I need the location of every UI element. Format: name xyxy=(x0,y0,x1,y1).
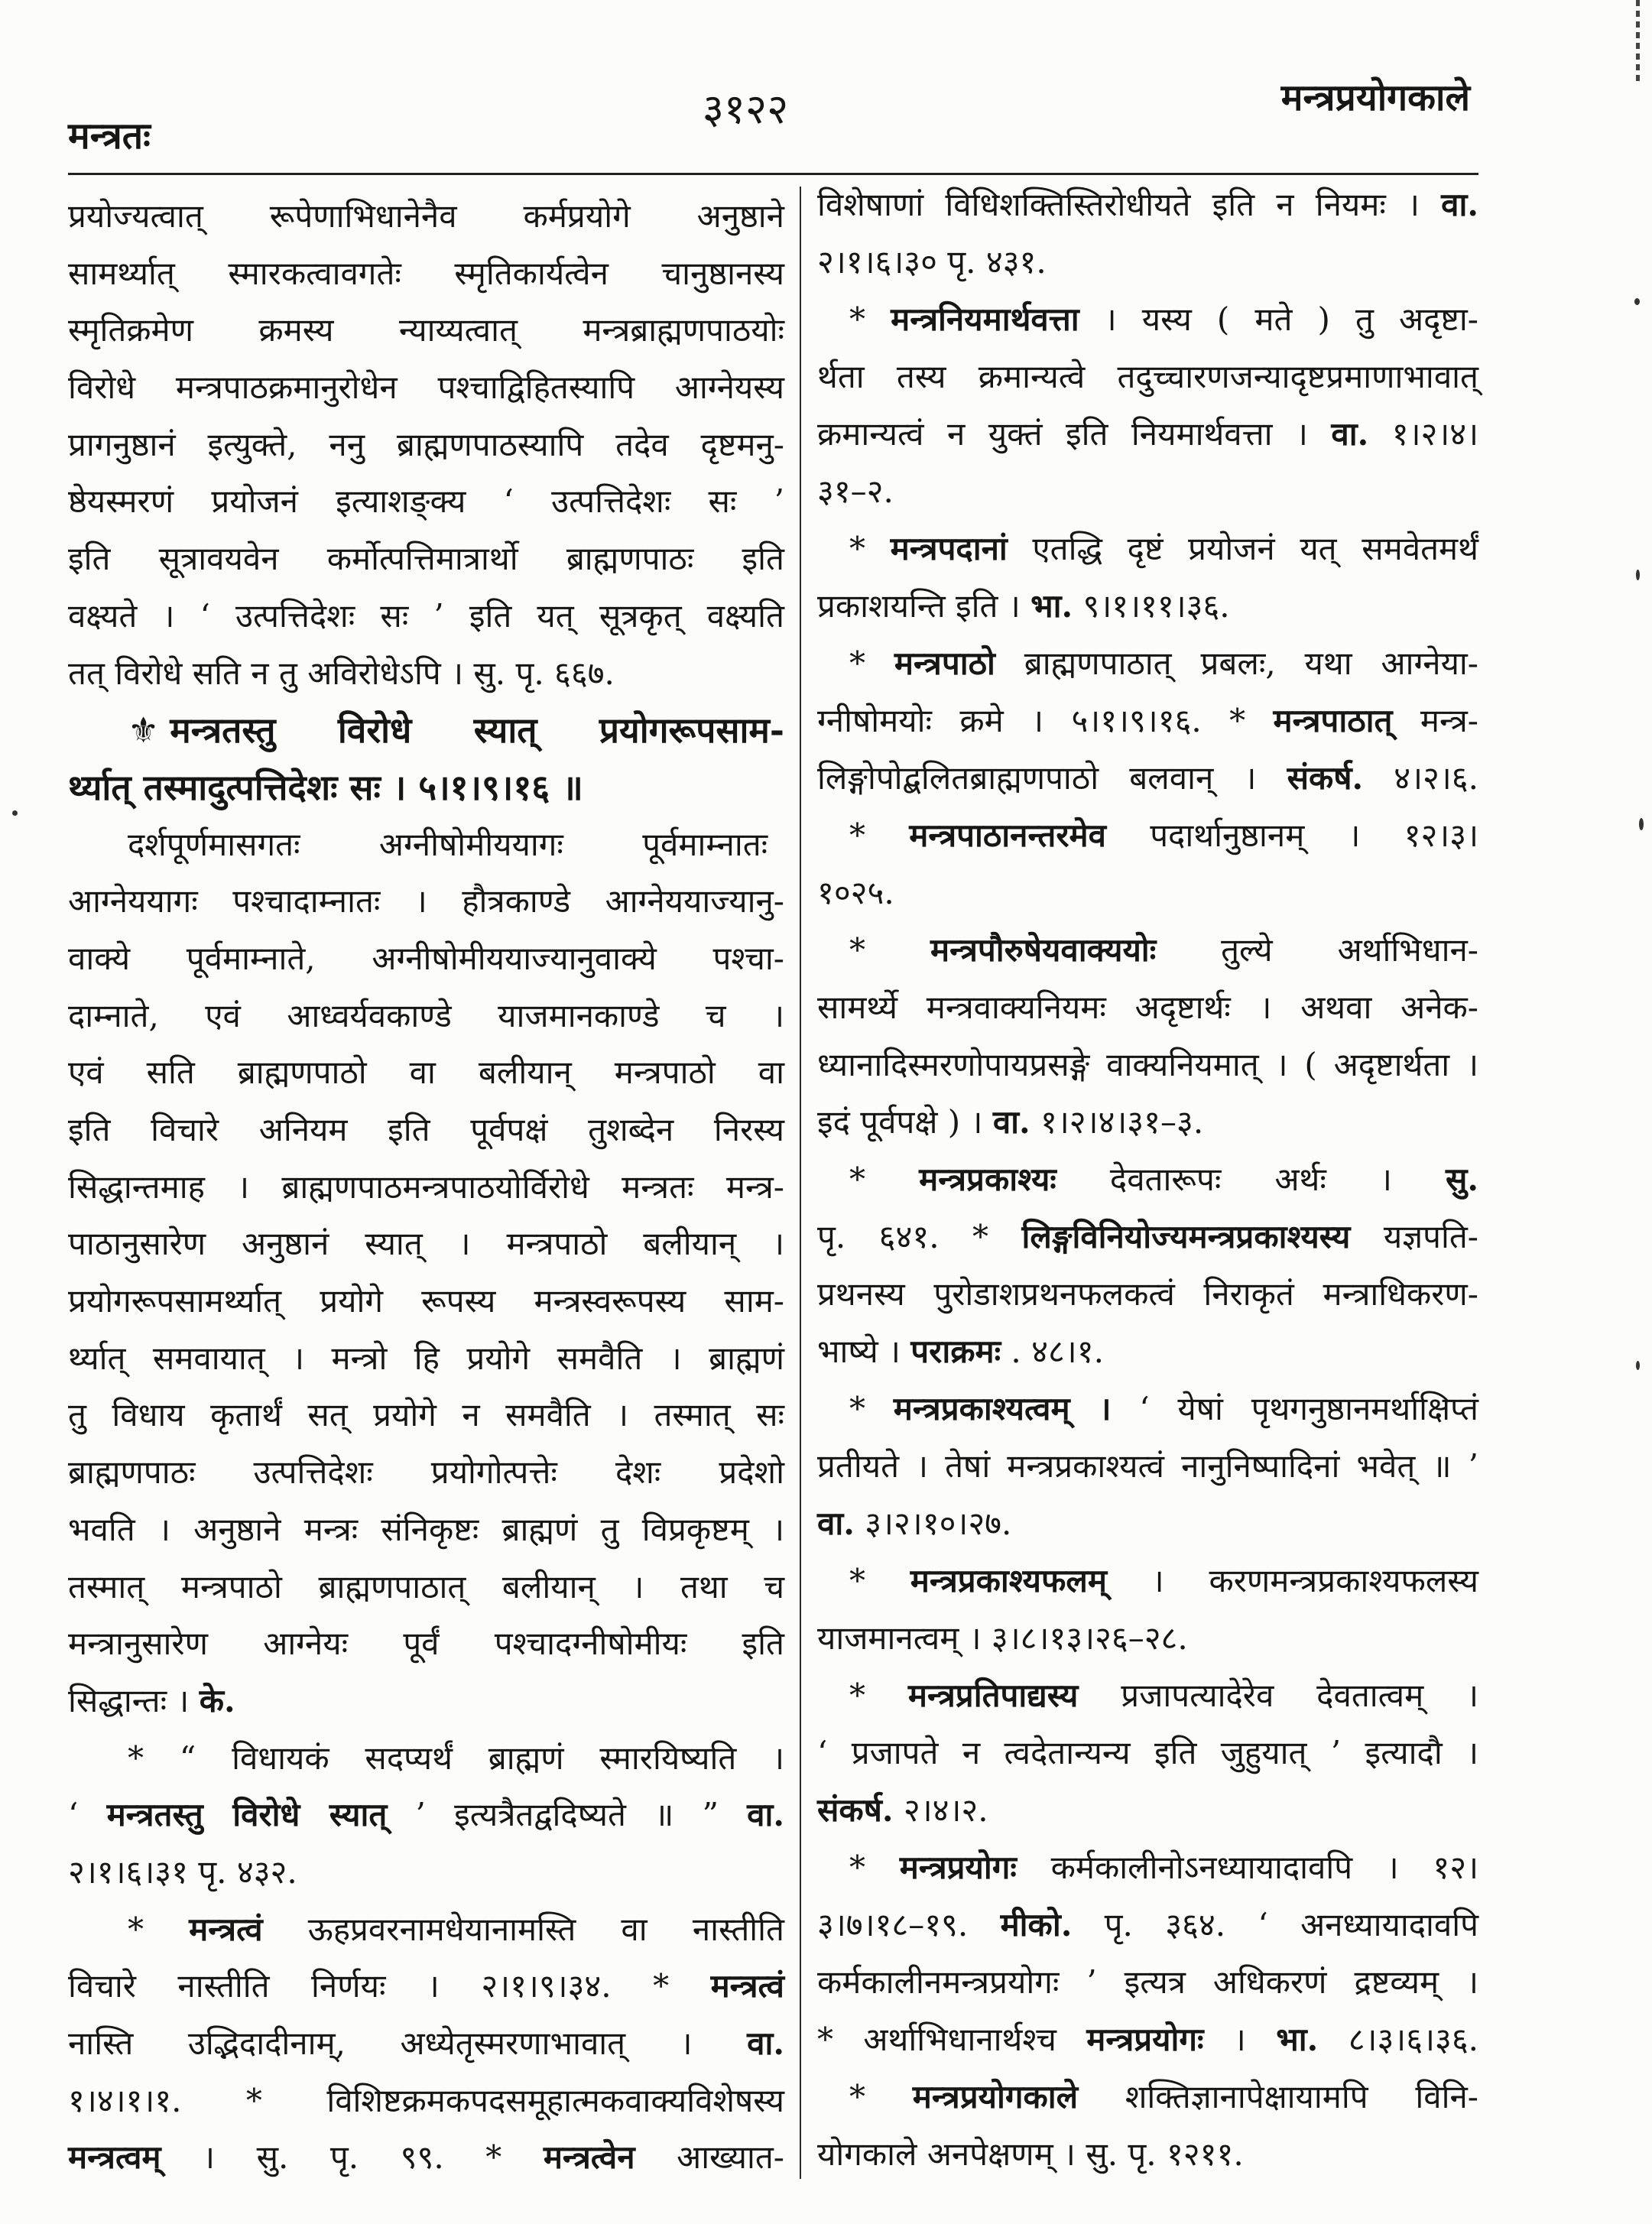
right-column-line xyxy=(817,2068,1478,2125)
bold-term: मन्त्रपदानां xyxy=(890,530,1008,567)
text-run: सामर्थ्यात् स्मारकत्वावगतेः स्मृतिकार्यत्वेन चानुष्ठानस्य xyxy=(68,254,784,292)
running-head-right: मन्त्रप्रयोगकाले xyxy=(1280,76,1470,119)
text-run: २।१।६।३१ पृ. ४३२. xyxy=(68,1852,297,1891)
text-run: ३१–२. xyxy=(817,472,894,510)
line-text xyxy=(849,291,1478,348)
text-run: इति सूत्रावयवेन कर्मोत्पत्तिमात्रार्थो ब्राह्मणपाठः इति xyxy=(68,540,784,578)
right-column-line xyxy=(817,1208,1478,1265)
line-text xyxy=(68,588,784,645)
bold-term: वा. xyxy=(992,1103,1030,1141)
line-text xyxy=(817,1609,1188,1667)
text-run: । यस्य ( मते ) तु अदृष्टा- xyxy=(1079,300,1478,338)
line-text xyxy=(68,302,784,359)
line-text xyxy=(68,188,784,245)
text-run: देवतारूपः अर्थः । xyxy=(1056,1161,1446,1198)
right-column-line xyxy=(817,520,1478,577)
left-column-line xyxy=(68,988,784,1045)
text-run: मन्त्रानुसारेण आग्नेयः पूर्वं पश्चादग्नीषोमीयः इति xyxy=(68,1625,784,1663)
line-text xyxy=(817,979,1478,1036)
left-column-line xyxy=(68,1901,784,1959)
bold-term: मन्त्रत्वेन xyxy=(543,2138,635,2177)
text-run: र्थता तस्य क्रमान्यत्वे तदुच्चारणजन्यादृष्टप्रमाणाभावात् xyxy=(817,358,1478,395)
text-run: सिद्धान्तः । xyxy=(68,1681,200,1719)
line-text xyxy=(849,921,1478,979)
text-run: । करणमन्त्रप्रकाश्यफलस्य xyxy=(1106,1562,1479,1599)
right-column-line xyxy=(817,1953,1478,2011)
line-text xyxy=(68,531,784,588)
right-column-line xyxy=(817,921,1478,979)
line-text xyxy=(849,1552,1478,1609)
line-text xyxy=(68,2073,784,2130)
right-column-line xyxy=(817,1495,1478,1552)
text-run: * xyxy=(849,644,894,682)
line-text xyxy=(68,1387,784,1444)
text-run: ऊहप्रवरनामधेयानामस्ति वा नास्तीति xyxy=(262,1910,784,1948)
right-column-line xyxy=(817,1609,1478,1667)
bold-term: मन्त्रप्रयोगः xyxy=(899,1849,1017,1886)
line-text xyxy=(817,233,1047,291)
left-column-line xyxy=(68,531,784,588)
left-column-line xyxy=(68,188,784,245)
line-text xyxy=(68,473,784,531)
bold-term: मन्त्रत्वं xyxy=(710,1967,784,2005)
line-text xyxy=(817,692,1478,749)
bold-term: पराक्रमः xyxy=(910,1333,1001,1370)
text-run: वाक्ये पूर्वमाम्नाते, अग्नीषोमीययाज्यानुवाक्ये पश्चा- xyxy=(68,939,784,977)
left-column-line xyxy=(68,702,784,759)
text-run: र्थ्यात् समवायात् । मन्त्रो हि प्रयोगे समवैति । ब्राह्मणं xyxy=(68,1339,784,1377)
left-column-line xyxy=(68,417,784,474)
line-text xyxy=(817,1265,1478,1323)
line-text xyxy=(68,1444,784,1502)
left-column-line xyxy=(68,1159,784,1216)
bold-term: वा. xyxy=(817,1505,855,1542)
text-run: ८।३।६।३६. xyxy=(1318,2021,1479,2058)
left-column-line xyxy=(68,588,784,645)
line-text xyxy=(68,930,784,988)
line-text xyxy=(817,1208,1478,1265)
left-column-line xyxy=(68,245,784,303)
text-run: सिद्धान्तमाह । ब्राह्मणपाठमन्त्रपाठयोर्विरोधे मन्त्रतः मन्त्र- xyxy=(68,1167,784,1206)
line-text xyxy=(68,1844,297,1901)
line-text xyxy=(68,1787,784,1844)
bold-term: वा. xyxy=(1331,415,1369,453)
bold-term: मीको. xyxy=(1000,1906,1073,1943)
right-column-line xyxy=(817,233,1478,291)
line-text xyxy=(817,1724,1478,1781)
text-run: प्रतीयते । तेषां मन्त्रप्रकाश्यत्वं नानुनिष्पादिनां भवेत् ॥ ’ xyxy=(817,1447,1478,1485)
right-column-line xyxy=(817,1781,1478,1839)
bold-term: मन्त्रप्रकाश्यफलम् xyxy=(910,1562,1107,1599)
sutra-mark-icon: ⚜ xyxy=(128,709,160,752)
text-run: पाठानुसारेण अनुष्ठानं स्यात् । मन्त्रपाठो बलीयान् । xyxy=(68,1225,784,1263)
text-run: लिङ्गोपोद्बलितब्राह्मणपाठो बलवान् । xyxy=(817,759,1287,797)
text-run: इति विचारे अनियम इति पूर्वपक्षं तुशब्देन निरस्य xyxy=(68,1111,784,1148)
bold-term: मन्त्रप्रकाश्यत्वम् । xyxy=(893,1390,1112,1427)
text-run: सामर्थ्ये मन्त्रवाक्यनियमः अदृष्टार्थः । अथवा अनेक- xyxy=(817,989,1478,1026)
bold-term: मन्त्रप्रयोगकाले xyxy=(912,2078,1079,2115)
line-text xyxy=(68,645,615,703)
line-text xyxy=(817,463,894,520)
left-column-line xyxy=(68,1730,784,1787)
line-text xyxy=(68,1673,235,1730)
line-text xyxy=(817,1036,1478,1093)
text-run: * अर्थाभिधानार्थश्च xyxy=(817,2021,1087,2058)
bold-term: संकर्ष. xyxy=(1287,759,1364,797)
bold-term: भा. xyxy=(1030,587,1073,625)
text-run: ब्राह्मणपाठः उत्पत्तिदेशः प्रयोगोत्पत्तेः देशः प्रदेशो xyxy=(68,1453,784,1492)
left-column-line xyxy=(68,1559,784,1616)
left-column-line xyxy=(68,817,784,874)
text-run: विचारे नास्तीति निर्णयः । २।१।९।३४. * xyxy=(68,1967,711,2005)
scan-speck xyxy=(1636,1361,1640,1370)
text-run: आख्यात- xyxy=(635,2138,784,2177)
bold-term: मन्त्रपाठात् xyxy=(1273,702,1393,739)
right-column-line xyxy=(817,1265,1478,1323)
line-text xyxy=(68,2129,784,2187)
text-run: एवं सति ब्राह्मणपाठो वा बलीयान् मन्त्रपाठो वा xyxy=(68,1054,784,1092)
text-run: । सु. पृ. ९९. * xyxy=(161,2138,544,2177)
line-text xyxy=(849,1151,1478,1208)
text-run: ३।७।१८–१९. xyxy=(817,1906,1001,1943)
line-text xyxy=(68,1615,784,1673)
left-column xyxy=(68,188,784,2187)
left-column-line xyxy=(68,2073,784,2130)
line-text xyxy=(817,405,1478,463)
text-run: * xyxy=(849,2078,913,2115)
text-run: भाष्ये । xyxy=(817,1333,911,1370)
bold-term: संकर्ष. xyxy=(817,1791,894,1829)
right-column-line xyxy=(817,1323,1478,1380)
text-run: दाम्नाते, एवं आध्वर्यवकाण्डे याजमानकाण्डे च । xyxy=(68,996,784,1034)
bold-term: के. xyxy=(199,1681,235,1719)
text-run: ब्राह्मणपाठात् प्रबलः, यथा आग्नेया- xyxy=(995,644,1478,682)
left-column-line xyxy=(68,1216,784,1273)
text-run: यज्ञपति- xyxy=(1350,1218,1478,1255)
text-run: * xyxy=(849,931,930,969)
bold-term: मन्त्रतस्तु विरोधे स्यात् xyxy=(106,1796,388,1834)
line-text xyxy=(817,577,1230,635)
right-column-line xyxy=(817,692,1478,749)
bold-term: मन्त्रपाठो xyxy=(894,644,995,682)
right-column-line xyxy=(817,1896,1478,1953)
text-run: २।४।२. xyxy=(893,1791,988,1829)
line-text xyxy=(817,1093,1203,1151)
text-run: आग्नेययागः पश्चादाम्नातः । हौत्रकाण्डे आग्नेययाज्यानु- xyxy=(68,882,784,920)
right-column-line xyxy=(817,1151,1478,1208)
text-run: एतद्धि दृष्टं प्रयोजनं यत् समवेतमर्थं xyxy=(1007,530,1478,567)
line-text xyxy=(68,1559,784,1616)
text-run: ष्ठेयस्मरणं प्रयोजनं इत्याशङ्क्य ‘ उत्पत्तिदेशः सः ’ xyxy=(68,482,784,521)
line-text xyxy=(849,1839,1478,1896)
text-run: क्रमान्यत्वं न युक्तं इति नियमार्थवत्ता । xyxy=(817,415,1332,453)
bold-term: मन्त्रनियमार्थवत्ता xyxy=(891,300,1079,338)
text-run: * xyxy=(849,1849,900,1886)
bold-term: वा. xyxy=(747,2024,784,2062)
text-run: प्रथनस्य पुरोडाशप्रथनफलकत्वं निराकृतं मन्त्राधिकरण- xyxy=(817,1275,1478,1313)
bold-term: लिङ्गविनियोज्यमन्त्रप्रकाश्यस्य xyxy=(1021,1218,1351,1255)
text-run: पृ. ६४१. * xyxy=(817,1218,1022,1255)
text-run: ग्नीषोमयोः क्रमे । ५।१।९।१६. * xyxy=(817,702,1274,739)
bold-term: मन्त्रपाठानन्तरमेव xyxy=(909,817,1106,854)
text-run: कर्मकालीनमन्त्रप्रयोगः ’ इत्यत्र अधिकरणं द्रष्टव्यम् । xyxy=(817,1963,1478,2001)
line-text xyxy=(817,1437,1478,1495)
line-text xyxy=(849,1667,1478,1724)
right-column-line xyxy=(817,348,1478,405)
line-text xyxy=(817,2011,1478,2068)
right-column-line xyxy=(817,405,1478,463)
line-text xyxy=(817,176,1478,233)
running-head-left: मन्त्रतः xyxy=(68,115,151,157)
left-column-line xyxy=(68,473,784,531)
line-text xyxy=(817,1323,1104,1380)
text-run: भवति । अनुष्ठाने मन्त्रः संनिकृष्टः ब्राह्मणं तु विप्रकृष्टम् । xyxy=(68,1510,784,1548)
text-run: विशेषाणां विधिशक्तिस्तिरोधीयते इति न नियमः । xyxy=(817,186,1442,223)
header-rule xyxy=(68,173,1478,175)
bold-term: मन्त्रप्रतिपाद्यस्य xyxy=(907,1677,1079,1714)
text-run: तस्मात् मन्त्रपाठो ब्राह्मणपाठात् बलीयान् । तथा च xyxy=(68,1567,784,1606)
line-text xyxy=(68,245,784,303)
text-run: १।२।४।३१–३. xyxy=(1030,1103,1204,1141)
text-run: २।१।६।३० पृ. ४३१. xyxy=(817,243,1047,281)
scan-speck xyxy=(1639,818,1644,830)
right-column-line xyxy=(817,1437,1478,1495)
bold-term: मन्त्रतस्तु विरोधे स्यात् प्रयोगरूपसाम- xyxy=(170,709,784,752)
text-run: ९।१।११।३६. xyxy=(1073,587,1230,625)
text-run: * xyxy=(849,1562,910,1599)
text-run: इदं पूर्वपक्षे ) । xyxy=(817,1103,993,1141)
left-column-line xyxy=(68,645,784,703)
right-column-line xyxy=(817,176,1478,233)
line-text xyxy=(68,1958,784,2015)
right-column-line xyxy=(817,1093,1478,1151)
right-column-line xyxy=(817,291,1478,348)
left-column-line xyxy=(68,1844,784,1901)
right-column-line xyxy=(817,577,1478,635)
line-text xyxy=(849,520,1478,577)
text-run: प्रजापत्यादेरेव देवतात्वम् । xyxy=(1078,1677,1478,1714)
bold-term: वा. xyxy=(747,1796,785,1834)
text-run: दर्शपूर्णमासगतः अग्नीषोमीययागः पूर्वमाम्नातः xyxy=(128,825,768,863)
line-text xyxy=(68,1502,784,1559)
left-column-line xyxy=(68,1444,784,1502)
text-run: नास्ति उद्भिदादीनाम्, अध्येतृस्मरणाभावात् । xyxy=(68,2024,748,2062)
text-run: ’ इत्यत्रैतद्वदिष्यते ॥ ” xyxy=(387,1796,748,1834)
line-text xyxy=(68,1159,784,1216)
left-column-line xyxy=(68,1330,784,1388)
text-run: ‘ प्रजापते न त्वदेतान्यन्य इति जुहुयात् ’ इत्यादौ । xyxy=(817,1734,1478,1771)
line-text xyxy=(817,1953,1478,2011)
line-text xyxy=(68,1273,784,1330)
text-run: * xyxy=(849,1677,908,1714)
text-run: योगकाले अनपेक्षणम् । सु. पृ. १२११. xyxy=(817,2135,1244,2173)
text-run: कर्मकालीनोऽनध्यायादावपि । १२। xyxy=(1016,1849,1478,1886)
line-text xyxy=(849,1380,1478,1437)
text-run: * xyxy=(849,817,910,854)
left-column-line xyxy=(68,873,784,930)
line-text xyxy=(817,348,1478,405)
line-text xyxy=(68,988,784,1045)
line-text xyxy=(128,1901,784,1959)
left-column-line xyxy=(68,1102,784,1159)
right-column-line xyxy=(817,2125,1478,2183)
text-run: १०२५. xyxy=(817,874,894,911)
line-text xyxy=(68,417,784,474)
text-run: ‘ xyxy=(68,1796,107,1834)
left-column-line xyxy=(68,302,784,359)
bold-term: मन्त्रप्रकाश्यः xyxy=(919,1161,1056,1198)
line-text xyxy=(817,749,1478,807)
text-run: . ४८।१. xyxy=(1001,1333,1104,1370)
text-run: * xyxy=(849,300,891,338)
right-column-line xyxy=(817,1380,1478,1437)
text-run: तत् विरोधे सति न तु अविरोधेऽपि । सु. पृ. ६६७. xyxy=(68,654,615,692)
text-run: वक्ष्यते । ‘ उत्पत्तिदेशः सः ’ इति यत् सूत्रकृत् वक्ष्यति xyxy=(68,596,784,635)
text-run: तुल्ये अर्थाभिधान- xyxy=(1156,931,1478,969)
bold-term: मन्त्रत्वम् xyxy=(68,2138,161,2177)
text-run: * “ विधायकं सदप्यर्थं ब्राह्मणं स्मारयिष्यति । xyxy=(128,1739,784,1777)
bold-term: मन्त्रप्रयोगः xyxy=(1086,2021,1204,2058)
text-run: स्मृतिक्रमेण क्रमस्य न्याय्यत्वात् मन्त्रब्राह्मणपाठयोः xyxy=(68,311,784,349)
right-column-line xyxy=(817,635,1478,692)
right-column-line xyxy=(817,1036,1478,1093)
line-text xyxy=(68,1044,784,1102)
text-run: * xyxy=(849,1390,894,1427)
text-run: ‘ येषां पृथगनुष्ठानमर्थाक्षिप्तं xyxy=(1111,1390,1478,1427)
line-text xyxy=(817,1495,1011,1552)
line-text xyxy=(68,1102,784,1159)
text-run: * xyxy=(849,1161,920,1198)
text-run: प्रयोज्यत्वात् रूपेणाभिधानेनैव कर्मप्रयोगे अनुष्ठाने xyxy=(68,197,784,235)
page-number: ३१२२ xyxy=(702,85,789,133)
text-run: शक्तिज्ञानापेक्षायामपि विनि- xyxy=(1078,2078,1478,2115)
text-run: विरोधे मन्त्रपाठक्रमानुरोधेन पश्चाद्विहितस्यापि आग्नेयस्य xyxy=(68,369,784,407)
line-text xyxy=(68,1216,784,1273)
column-divider xyxy=(800,187,801,2179)
line-text xyxy=(817,864,894,921)
line-text xyxy=(68,2015,784,2073)
text-run: । xyxy=(1203,2021,1277,2058)
left-column-line xyxy=(68,1958,784,2015)
text-run: १।४।१।१. * विशिष्टक्रमकपदसमूहात्मकवाक्यविशेषस्य xyxy=(68,2081,784,2119)
right-column-line xyxy=(817,1724,1478,1781)
left-column-line xyxy=(68,1615,784,1673)
scan-speck xyxy=(12,810,18,816)
text-run: ४।२।६. xyxy=(1363,759,1478,797)
bold-term: भा. xyxy=(1276,2021,1319,2058)
line-text xyxy=(68,359,784,417)
text-run: पृ. ३६४. ‘ अनध्यायादावपि xyxy=(1072,1906,1479,1943)
left-column-line xyxy=(68,2015,784,2073)
bold-term: सु. xyxy=(1445,1161,1478,1198)
line-text xyxy=(128,817,768,874)
bold-term: मन्त्रपौरुषेयवाक्ययोः xyxy=(930,931,1157,969)
left-column-line xyxy=(68,1273,784,1330)
scan-speck xyxy=(1636,570,1640,580)
line-text xyxy=(849,807,1478,864)
left-column-line xyxy=(68,1673,784,1730)
right-column-line xyxy=(817,807,1478,864)
text-run: याजमानत्वम् । ३।८।१३।२६–२८. xyxy=(817,1619,1188,1657)
left-column-line xyxy=(68,359,784,417)
line-text xyxy=(817,1781,988,1839)
text-run: मन्त्र- xyxy=(1392,702,1478,739)
right-column-line xyxy=(817,979,1478,1036)
right-column xyxy=(817,176,1478,2183)
bold-term: र्थ्यात् तस्मादुत्पत्तिदेशः सः । ५।१।९।१६ ॥ xyxy=(68,766,583,808)
line-text xyxy=(68,1330,784,1388)
left-column-line xyxy=(68,1502,784,1559)
text-run: * xyxy=(849,530,891,567)
text-run: प्रयोगरूपसामर्थ्यात् प्रयोगे रूपस्य मन्त्रस्वरूपस्य साम- xyxy=(68,1282,784,1320)
line-text xyxy=(68,873,784,930)
right-column-line xyxy=(817,1667,1478,1724)
right-column-line xyxy=(817,1552,1478,1609)
text-run: ध्यानादिस्मरणोपायप्रसङ्गे वाक्यनियमात् । ( अदृष्टार्थता । xyxy=(817,1046,1478,1083)
right-column-line xyxy=(817,463,1478,520)
scan-edge-mark xyxy=(1636,0,1640,84)
line-text xyxy=(817,2125,1244,2183)
scan-speck xyxy=(1634,298,1640,305)
left-column-line xyxy=(68,759,784,817)
left-column-line xyxy=(68,2129,784,2187)
text-run: * xyxy=(128,1910,190,1948)
text-run: प्रकाशयन्ति इति । xyxy=(817,587,1031,625)
left-column-line xyxy=(68,1387,784,1444)
line-text xyxy=(68,759,583,817)
right-column-line xyxy=(817,2011,1478,2068)
line-text xyxy=(128,1730,784,1787)
left-column-line xyxy=(68,1787,784,1844)
right-column-line xyxy=(817,1839,1478,1896)
line-text xyxy=(849,2068,1478,2125)
right-column-line xyxy=(817,864,1478,921)
left-column-line xyxy=(68,1044,784,1102)
text-run: पदार्थानुष्ठानम् । १२।३। xyxy=(1106,817,1478,854)
line-text xyxy=(817,1896,1478,1953)
bold-term: मन्त्रत्वं xyxy=(189,1910,263,1948)
text-run: ३।२।१०।२७. xyxy=(854,1505,1012,1542)
text-run: तु विधाय कृतार्थं सत् प्रयोगे न समवैति । तस्मात् सः xyxy=(68,1396,784,1434)
line-text xyxy=(128,702,784,759)
left-column-line xyxy=(68,930,784,988)
bold-term: वा. xyxy=(1441,186,1478,223)
right-column-line xyxy=(817,749,1478,807)
text-run: १।२।४। xyxy=(1368,415,1479,453)
line-text xyxy=(849,635,1478,692)
text-run: प्रागनुष्ठानं इत्युक्ते, ननु ब्राह्मणपाठस्यापि तदेव दृष्टमनु- xyxy=(68,425,784,463)
